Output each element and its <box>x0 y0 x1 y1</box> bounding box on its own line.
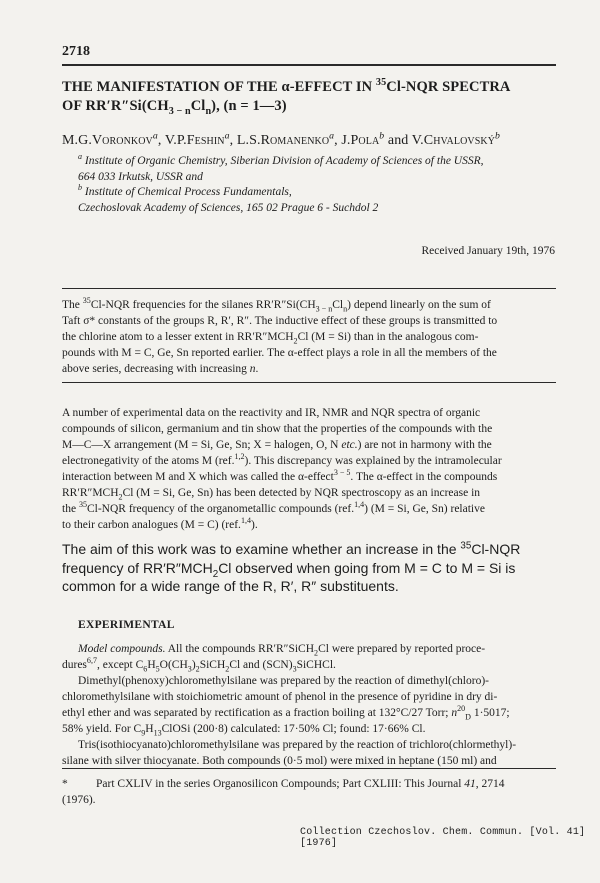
paragraph-dimethylphenoxy: Dimethyl(phenoxy)chloromethylsilane was prepared by the reaction of dimethyl(chloro)- <box>78 675 489 687</box>
paragraph-model-compounds: Model compounds. All the compounds RR′R″SiCH$_2$Cl were prepared by reported proce- <box>78 643 486 658</box>
article-title: THE MANIFESTATION OF THE α-EFFECT IN $^{35}$Cl-NQR SPECTRA OF $RR'R''Si(CH_{3 - n}Cl_n)$, (n = 1—3) <box>62 77 511 117</box>
header-rule <box>62 64 556 66</box>
footnote: * Part CXLIV in the series Organosilicon Compounds; Part CXLIII: This Journal 41, 2714 (1976). <box>62 778 505 806</box>
author-list <box>62 130 501 149</box>
aim-paragraph: The aim of this work was to examine whether an increase in the $^{35}$Cl-NQR frequency of $RR'R''MCH_2Cl$ observed when going from M = C to M = Si is common for a wide range of the R, R′, R″ substituents. <box>62 540 521 595</box>
journal-footer: Collection Czechoslov. Chem. Commun. [Vol. 41] [1976] <box>300 827 586 849</box>
abstract-bottom-rule <box>62 382 556 383</box>
author: M.G.Voronkov$^a$, <box>62 130 165 148</box>
affiliation-b-line2: Czechoslovak Academy of Sciences, 165 02 Prague 6 - Suchdol 2 <box>78 201 379 214</box>
section-heading-experimental: EXPERIMENTAL <box>78 619 175 631</box>
affiliation-a-line2: 664 033 Irkutsk, USSR and <box>78 170 203 183</box>
received-date: Received January 19th, 1976 <box>421 245 555 257</box>
experimental-section: Model compounds. All the compounds RR′R″SiCH$_2$Cl were prepared by reported proce- dures$^{6,7}$, except $C_6H_5O(CH_3)_2SiCH_2Cl$ and $(SCN)_3SiCHCl$. Dimethyl(phenoxy)chloromethylsilane was prepared by the reaction of dimethyl(chloro)- chloromethylsilane with stoichiometric amount of phenol in the presence of pyridine in dry di- ethyl ether and was separated by rectification as a fraction boiling at 132°C/27 Torr; $n^{20}_D$ 1·5017; 58% yield. For $C_9H_{13}ClOSi$ (200·8) calculated: 17·50% Cl; found: 17·66% Cl. Tris(isothiocyanato)chloromethylsilane was prepared by the reaction of trichloro(chlormethyl)- silane with silver thiocyanate. Both compounds (0·5 mol) were mixed in heptane (150 ml) and <box>62 641 562 769</box>
page-number: 2718 <box>62 44 90 59</box>
abstract-top-rule <box>62 288 556 289</box>
footnote-rule <box>62 768 556 769</box>
affiliation-a: $^a$ Institute of Organic Chemistry, Siberian Division of Academy of Sciences of the USSR, <box>78 152 484 167</box>
affiliations <box>78 154 548 216</box>
affiliation-b: $^b$ Institute of Chemical Process Fundamentals, <box>78 183 292 198</box>
author: L.S.Romanenko$^a$, <box>236 130 342 148</box>
author: V.Chvalovský$^b$ <box>411 130 501 148</box>
author: V.P.Feshin$^a$, <box>164 130 237 148</box>
author: J.Pola$^b$ and <box>341 130 412 148</box>
abstract: The $^{35}$Cl-NQR frequencies for the silanes $RR'R''Si(CH_{3 - n}Cl_n)$ depend linearly on the sum of Taft σ* constants of the groups R, R′, R″. The inductive effect of these groups is transmitted to the chlorine atom to a lesser extent in $RR'R''MCH_2Cl$ (M = Si) than in the analogous com- pounds with M = C, Ge, Sn reported earlier. The α-effect plays a role in all the members of the above series, decreasing with increasing n. <box>62 296 498 375</box>
paragraph-tris-isothiocyanato: Tris(isothiocyanato)chloromethylsilane was prepared by the reaction of trichloro(chlormethyl)- <box>78 739 517 751</box>
footnote-mark: * <box>62 778 68 790</box>
introduction: A number of experimental data on the reactivity and IR, NMR and NQR spectra of organic compounds of silicon, germanium and tin show that the properties of the compounds with the M—C—X arrangement (M = Si, Ge, Sn; X = halogen, O, N etc.) are not in harmony with the electronegativity of the atoms M (ref.$^{1,2}$). This discrepancy was explained by the intramolecular interaction between M and X which was called the α-effect$^{3 - 5}$. The α-effect in the compounds $RR'R''MCH_2Cl$ (M = Si, Ge, Sn) has been detected by NQR spectroscopy as an increase in the $^{35}$Cl-NQR frequency of the organometallic compounds (ref.$^{1,4}$) (M = Si, Ge, Sn) relative to their carbon analogues (M = C) (ref.$^{1,4}$). <box>62 407 502 531</box>
